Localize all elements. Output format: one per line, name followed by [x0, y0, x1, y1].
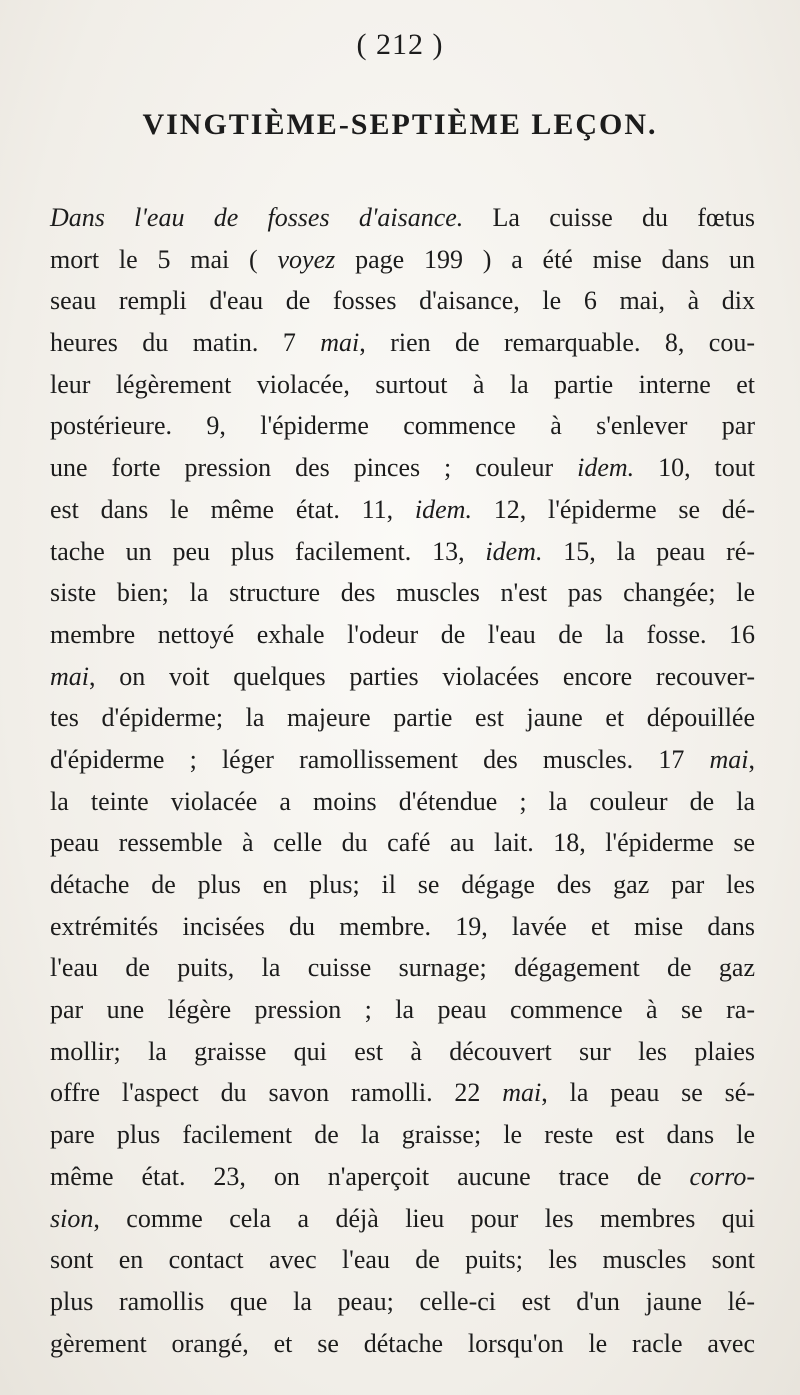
italic-text: mai: [709, 744, 749, 774]
text-line: [50, 447, 755, 489]
body-text: [50, 197, 755, 1364]
text-span: plus ramollis que la peau; celle-ci est d'un jaune lé-: [50, 1286, 755, 1316]
text-span: gèrement orangé, et se détache lorsqu'on le racle avec: [50, 1328, 755, 1358]
text-line: [50, 239, 755, 281]
italic-text: Dans l'eau de fosses d'aisance.: [50, 203, 464, 232]
text-span: La cuisse du fœtus: [463, 203, 755, 232]
text-line: [50, 572, 755, 614]
text-line: [50, 531, 755, 573]
italic-text: mai: [320, 328, 360, 358]
text-line: [50, 989, 755, 1031]
italic-text: corro-: [689, 1161, 755, 1191]
text-span: détache de plus en plus; il se dégage des gaz par les: [50, 870, 755, 899]
text-line: [50, 781, 755, 823]
text-line: [50, 906, 755, 948]
text-span: mort le 5 mai (: [50, 244, 278, 274]
text-span: , rien de remarquable. 8, cou-: [359, 328, 755, 358]
text-line: [50, 280, 755, 322]
text-span: page 199 ) a été mise dans un: [335, 244, 755, 274]
text-span: l'eau de puits, la cuisse surnage; dégagement de gaz: [50, 953, 755, 983]
italic-text: voyez: [277, 244, 336, 274]
text-line: [50, 1281, 755, 1323]
text-span: 15, la peau ré-: [542, 536, 755, 566]
text-span: mollir; la graisse qui est à découvert sur les plaies: [50, 1036, 755, 1066]
text-line: [50, 614, 755, 656]
text-line: [50, 656, 755, 698]
text-span: offre l'aspect du savon ramolli. 22: [50, 1078, 503, 1108]
text-span: , comme cela a déjà lieu pour les membres qui: [93, 1203, 755, 1233]
text-span: d'épiderme ; léger ramollissement des muscles. 17: [50, 744, 710, 774]
text-line: [50, 1072, 755, 1114]
text-span: leur légèrement violacée, surtout à la partie interne et: [50, 369, 755, 399]
text-span: , la peau se sé-: [541, 1078, 755, 1108]
text-span: , on voit quelques parties violacées encore recouver-: [89, 661, 755, 691]
text-span: par une légère pression ; la peau commence à se ra-: [50, 995, 755, 1025]
italic-text: idem.: [414, 494, 472, 524]
text-line: [50, 697, 755, 739]
text-line: [50, 1156, 755, 1198]
text-span: pare plus facilement de la graisse; le reste est dans le: [50, 1120, 755, 1150]
text-line: [50, 1239, 755, 1281]
text-line: [50, 405, 755, 447]
text-line: [50, 197, 755, 239]
text-span: siste bien; la structure des muscles n'est pas changée; le: [50, 578, 755, 608]
italic-text: sion: [50, 1203, 94, 1233]
italic-text: idem.: [485, 536, 543, 566]
text-span: est dans le même état. 11,: [50, 494, 415, 524]
text-line: [50, 364, 755, 406]
text-line: [50, 1031, 755, 1073]
text-span: peau ressemble à celle du café au lait. 18, l'épiderme se: [50, 828, 755, 858]
text-span: une forte pression des pinces ; couleur: [50, 453, 578, 483]
italic-text: mai: [502, 1078, 542, 1108]
italic-text: idem.: [577, 453, 635, 483]
text-span: sont en contact avec l'eau de puits; les muscles sont: [50, 1245, 755, 1275]
text-line: [50, 947, 755, 989]
text-span: membre nettoyé exhale l'odeur de l'eau de la fosse. 16: [50, 619, 755, 649]
text-line: [50, 1198, 755, 1240]
text-line: [50, 822, 755, 864]
text-line: [50, 322, 755, 364]
text-line: [50, 489, 755, 531]
text-span: seau rempli d'eau de fosses d'aisance, le 6 mai, à dix: [50, 286, 755, 316]
text-span: heures du matin. 7: [50, 328, 321, 358]
text-line: [50, 864, 755, 906]
text-span: même état. 23, on n'aperçoit aucune trace de: [50, 1161, 690, 1191]
page-number: ( 212 ): [356, 28, 444, 61]
chapter-title: VINGTIÈME-SEPTIÈME LEÇON.: [142, 108, 658, 141]
italic-text: mai: [50, 661, 89, 691]
text-span: extrémités incisées du membre. 19, lavée et mise dans: [50, 911, 755, 941]
text-span: la teinte violacée a moins d'étendue ; la couleur de la: [50, 786, 755, 816]
text-span: tache un peu plus facilement. 13,: [50, 536, 486, 566]
text-span: postérieure. 9, l'épiderme commence à s'enlever par: [50, 411, 755, 441]
text-span: 12, l'épiderme se dé-: [471, 494, 755, 524]
text-line: [50, 1114, 755, 1156]
text-span: ,: [748, 744, 755, 774]
text-span: tes d'épiderme; la majeure partie est jaune et dépouillée: [50, 703, 755, 733]
text-line: [50, 1323, 755, 1365]
text-span: 10, tout: [634, 453, 755, 483]
text-line: [50, 739, 755, 781]
